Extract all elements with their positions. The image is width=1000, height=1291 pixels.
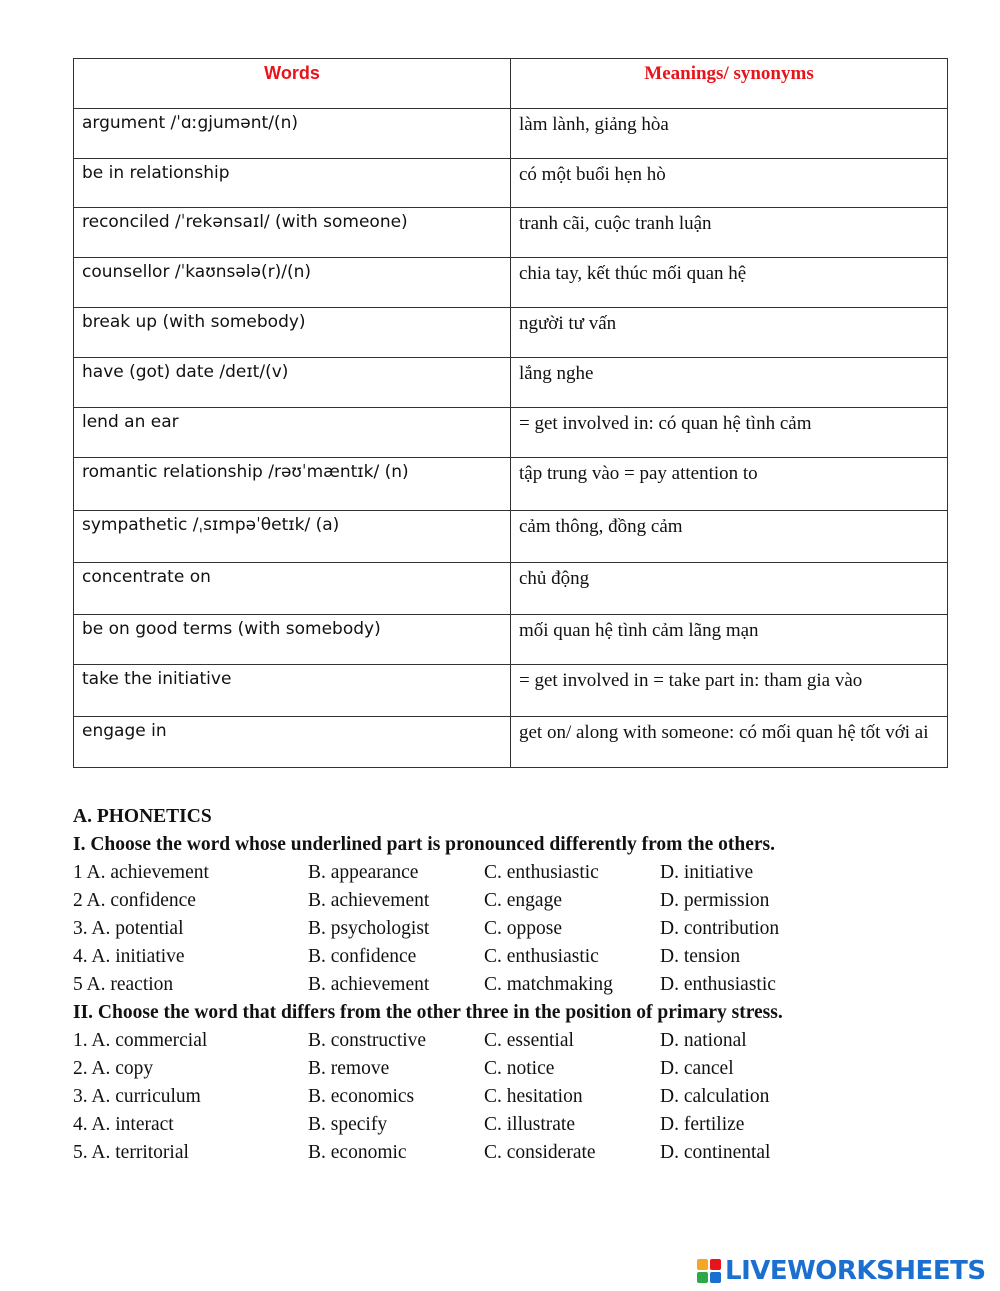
word-cell: lend an ear xyxy=(74,408,511,458)
answer-option: C. engage xyxy=(484,890,562,911)
table-row xyxy=(74,408,948,458)
answer-option: B. specify xyxy=(308,1114,388,1135)
logo-text: LIVEWORKSHEETS xyxy=(725,1256,986,1286)
table-row xyxy=(74,258,948,308)
answer-option: C. notice xyxy=(484,1058,555,1079)
table-header-row xyxy=(74,59,948,109)
answer-option: 5. A. territorial xyxy=(73,1142,189,1163)
answer-option: C. matchmaking xyxy=(484,974,613,995)
table-row xyxy=(74,458,948,511)
word-cell: be on good terms (with somebody) xyxy=(74,615,511,665)
meaning-cell: lắng nghe xyxy=(511,358,948,408)
answer-option: D. cancel xyxy=(660,1058,734,1079)
table-row xyxy=(74,208,948,258)
table-row xyxy=(74,665,948,717)
part1-instruction: I. Choose the word whose underlined part is pronounced differently from the others. xyxy=(73,834,776,855)
answer-option: B. remove xyxy=(308,1058,390,1079)
question-row xyxy=(73,971,953,999)
meaning-cell: mối quan hệ tình cảm lãng mạn xyxy=(511,615,948,665)
question-row xyxy=(73,915,953,943)
word-cell: counsellor /ˈkaʊnsələ(r)/(n) xyxy=(74,258,511,308)
meaning-cell: tập trung vào = pay attention to xyxy=(511,458,948,511)
answer-option: B. economics xyxy=(308,1086,415,1107)
answer-option: 3. A. curriculum xyxy=(73,1086,201,1107)
answer-option: C. essential xyxy=(484,1030,574,1051)
question-row xyxy=(73,1139,953,1167)
part2-questions xyxy=(73,1027,953,1167)
answer-option: B. appearance xyxy=(308,862,419,883)
answer-option: C. hesitation xyxy=(484,1086,583,1107)
meaning-cell: chia tay, kết thúc mối quan hệ xyxy=(511,258,948,308)
answer-option: C. oppose xyxy=(484,918,562,939)
answer-option: B. economic xyxy=(308,1142,407,1163)
table-row xyxy=(74,109,948,159)
meaning-cell: làm lành, giảng hòa xyxy=(511,109,948,159)
answer-option: D. initiative xyxy=(660,862,754,883)
answer-option: D. contribution xyxy=(660,918,780,939)
word-cell: romantic relationship /rəʊˈmæntɪk/ (n) xyxy=(74,458,511,511)
question-row xyxy=(73,859,953,887)
answer-option: 3. A. potential xyxy=(73,918,184,939)
answer-option: D. continental xyxy=(660,1142,771,1163)
answer-option: 2 A. confidence xyxy=(73,890,196,911)
word-cell: reconciled /ˈrekənsaɪl/ (with someone) xyxy=(74,208,511,258)
table-row xyxy=(74,717,948,768)
meaning-cell: = get involved in = take part in: tham gia vào xyxy=(511,665,948,717)
answer-option: D. enthusiastic xyxy=(660,974,776,995)
question-row xyxy=(73,1111,953,1139)
answer-option: C. enthusiastic xyxy=(484,946,599,967)
word-cell: have (got) date /deɪt/(v) xyxy=(74,358,511,408)
answer-option: D. national xyxy=(660,1030,747,1051)
answer-option: 4. A. initiative xyxy=(73,946,185,967)
question-row xyxy=(73,943,953,971)
word-cell: engage in xyxy=(74,717,511,768)
answer-option: B. confidence xyxy=(308,946,417,967)
header-words: Words xyxy=(74,59,511,109)
question-row xyxy=(73,1027,953,1055)
word-cell: break up (with somebody) xyxy=(74,308,511,358)
answer-option: B. achievement xyxy=(308,974,430,995)
meaning-cell: tranh cãi, cuộc tranh luận xyxy=(511,208,948,258)
table-row xyxy=(74,615,948,665)
header-meanings: Meanings/ synonyms xyxy=(511,59,948,109)
answer-option: D. tension xyxy=(660,946,741,967)
part1-questions xyxy=(73,859,953,999)
liveworksheets-icon xyxy=(696,1258,722,1284)
question-row xyxy=(73,1083,953,1111)
meaning-cell: = get involved in: có quan hệ tình cảm xyxy=(511,408,948,458)
question-row xyxy=(73,887,953,915)
word-cell: argument /ˈɑːgjumənt/(n) xyxy=(74,109,511,159)
section-title: A. PHONETICS xyxy=(73,806,212,827)
meaning-cell: chủ động xyxy=(511,563,948,615)
meaning-cell: có một buổi hẹn hò xyxy=(511,159,948,208)
meaning-cell: get on/ along with someone: có mối quan hệ tốt với ai xyxy=(511,717,948,768)
answer-option: D. fertilize xyxy=(660,1114,745,1135)
liveworksheets-logo xyxy=(696,1256,986,1286)
answer-option: B. constructive xyxy=(308,1030,427,1051)
answer-option: 1 A. achievement xyxy=(73,862,209,883)
answer-option: 1. A. commercial xyxy=(73,1030,208,1051)
question-row xyxy=(73,1055,953,1083)
word-cell: take the initiative xyxy=(74,665,511,717)
phonetics-section xyxy=(73,803,953,1167)
answer-option: B. achievement xyxy=(308,890,430,911)
table-row xyxy=(74,358,948,408)
vocabulary-table xyxy=(73,58,948,768)
word-cell: be in relationship xyxy=(74,159,511,208)
table-row xyxy=(74,563,948,615)
answer-option: C. considerate xyxy=(484,1142,596,1163)
word-cell: sympathetic /ˌsɪmpəˈθetɪk/ (a) xyxy=(74,511,511,563)
answer-option: D. permission xyxy=(660,890,770,911)
answer-option: D. calculation xyxy=(660,1086,770,1107)
part2-instruction: II. Choose the word that differs from the other three in the position of primary stress. xyxy=(73,1002,783,1023)
meaning-cell: cảm thông, đồng cảm xyxy=(511,511,948,563)
answer-option: B. psychologist xyxy=(308,918,430,939)
table-row xyxy=(74,511,948,563)
word-cell: concentrate on xyxy=(74,563,511,615)
answer-option: C. illustrate xyxy=(484,1114,575,1135)
answer-option: 5 A. reaction xyxy=(73,974,174,995)
answer-option: 4. A. interact xyxy=(73,1114,174,1135)
answer-option: C. enthusiastic xyxy=(484,862,599,883)
meaning-cell: người tư vấn xyxy=(511,308,948,358)
answer-option: 2. A. copy xyxy=(73,1058,154,1079)
table-row xyxy=(74,308,948,358)
table-row xyxy=(74,159,948,208)
